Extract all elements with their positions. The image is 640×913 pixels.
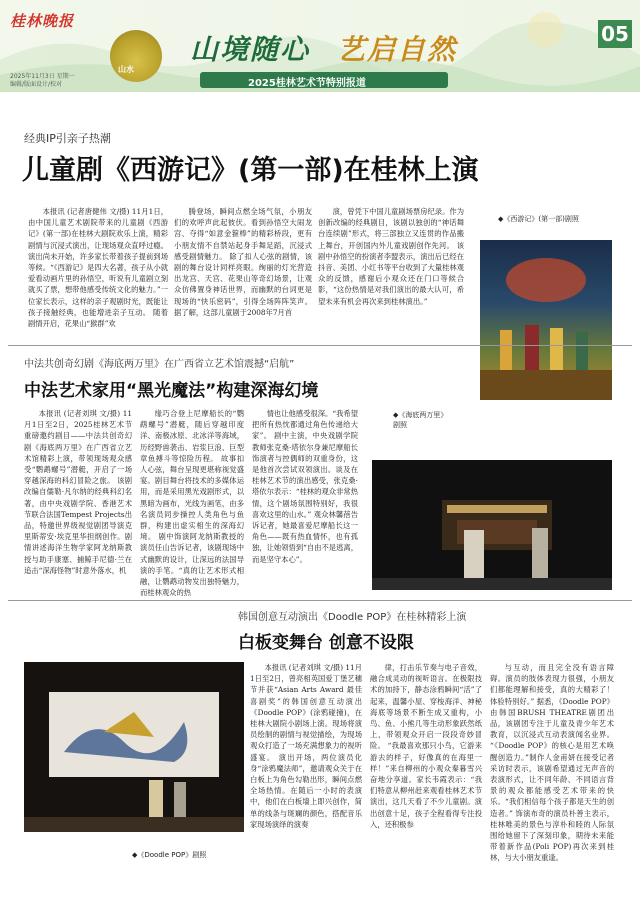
article3-kicker: 韩国创意互动演出《Doodle POP》在桂林精彩上演 <box>238 612 467 623</box>
article2-col3: 情也让他感受很深。“我希望把所有热忱都通过角色传递给大家”。 剧中主演，中央戏剧学院教师张克桑·塔依尔身兼尼摩船长饰演者与控偶师的双重身份，这是他首次尝试双领演出。谈及在桂林艺术节的演出感受，张克桑·塔依尔表示：“桂林的观众非常热情，这个剧场氛围特别好，我很喜欢这里的山水。” 观众林馨蓓告诉记者，她最喜爱尼摩船长这一角色——既有热血情怀，也有孤独，让她领悟到“自由不是逃离，而是坚守本心”。 <box>252 409 358 564</box>
page-number: 05 <box>598 20 632 48</box>
article1-photo <box>480 240 612 400</box>
article1-kicker: 经典IP引亲子热潮 <box>24 132 111 145</box>
masthead <box>0 0 640 92</box>
divider <box>8 600 632 601</box>
article1-col1: 本报讯 (记者唐健伟 文/摄) 11月1日，由中国儿童艺术剧院带来的儿童剧《西游记》(第一部)在桂林大剧院欢乐上演，精彩剧情与沉浸式演出，让现场观众直呼过瘾。 演出尚未开始，许多家长带着孩子提前到场等候。“《西游记》是四大名著，孩子从小就爱看动画片里的孙悟空，听说有儿童剧立刻就买了票，想带他感受传统文化的魅力。”一位家长表示，这样的亲子观剧时光，既能让孩子接触经典，也能增进亲子互动。 随着剧情开启，花果山“猴群”欢 <box>28 207 168 329</box>
article1-col3: 演，曾凭下中国儿童剧场票房纪录。作为创新改编的经典剧目，该剧以独创的“神话舞台连续剧”形式，将三部独立又连贯的作品搬上舞台，开创国内外儿童戏剧创作先河。 该剧中孙悟空的扮演者李盟表示，演出后已经在抖音、美团、小红书等平台收到了大量桂林观众的反馈，感谢后小观众还在门口等候合影，“这份热情是对我们演出的最大认可，希望未来有机会再次来到桂林演出。” <box>318 207 464 306</box>
slogan-right: 艺启自然 <box>337 33 458 66</box>
article3-col2: 律，打击乐节奏与电子音效，融合成灵动的视听语言。在极限技术的加持下，静态涂鸦瞬间“活”了起来，温馨小屋、穿梭海洋、神秘海底等场景不断生成又重构，小鸟、鱼、小熊几等生动形象跃然纸上，带领观众开启一段段奇妙冒险。 “我最喜欢那只小鸟，它游来游去的样子，好像真的在海里一样！”来自柳州的小观众秦暮雪兴奋地分享道。家长韦霞表示：“我们特意从柳州赶来观看桂林艺术节演出，这几天看了不少儿童剧。演出创意十足，孩子全程看得专注投入，还积极参 <box>370 663 482 829</box>
stage-scene-doodle-pop <box>24 662 244 832</box>
article1-headline: 儿童剧《西游记》(第一部)在桂林上演 <box>22 155 479 186</box>
article2-col2: 缘巧合登上尼摩船长的“鹦鹉螺号”潜艇，随后穿越印度洋、南极冰原、北冰洋等海域，历经野兽袭击、岩浆巨浪、巨型章鱼搏斗等惊险历程。 故事扣人心弦，舞台呈现更堪称视觉盛宴。剧目舞台将技术的多媒体运用，而是采用黑光戏剧形式，以黑暗为画布，光线为画笔，由多名演员同步操控人类角色与鱼群，构建出虚实相生的深海幻境。 剧中饰演阿龙纳斯教授的演员任山告诉记者，该剧现场中式幽默的设计，让深远的法国导演的手笔。“真的让艺术形式相融，让鹦鹉动物发出独特魅力，而桂林观众的热 <box>140 409 244 598</box>
divider <box>8 345 632 346</box>
article2-photo-caption: ◆《海底两万里》剧照 <box>393 411 448 429</box>
article2-kicker: 中法共创奇幻剧《海底两万里》在广西省立艺术馆震撼“启航” <box>24 359 295 370</box>
article2-col1: 本报讯 (记者刘琪 文/摄) 11月1日至2日，2025桂林艺术节重磅邀约剧目——中法共创奇幻剧《海底两万里》在广西省立艺术馆精彩上演，带领现场观众感受“鹦鹉螺号”潜艇，开启了一场穿越深海的科幻冒险之旅。 该剧改编自儒勒·凡尔纳的经典科幻名著，由中央戏剧学院、香港艺术节联合法国Tempest Projects出品，特邀世界级视觉剧团导演克里斯蒂安·埃克里华担纲创作。剧情讲述海洋生物学家阿龙纳斯教授与助手康塞、捕鲸手尼德·兰在追击“深海怪物”时意外落水，机 <box>24 409 132 575</box>
article2-headline: 中法艺术家用“黑光魔法”构建深海幻境 <box>24 381 319 401</box>
article2-photo <box>372 460 612 590</box>
article3-headline: 白板变舞台 创意不设限 <box>238 633 414 653</box>
subtitle: 2025桂林艺术节特别报道 <box>248 78 366 89</box>
article1-col2: 腾登场，瞬间点燃全场气氛，小朋友们的欢呼声此起彼伏。看到孙悟空大闹龙宫、夺得“如意金箍棒”的精彩桥段，更有小朋友情不自禁站起身手舞足蹈，沉浸式感受剧情魅力。 除了扣人心弦的剧情，该剧的舞台设计同样亮眼。绚丽的灯光营造出龙宫、天宫、花果山等奇幻场景，让观众仿佛置身神话世界，而幽默的台词更是现场的“快乐密码”，引得全场阵阵笑声。 据了解，这部儿童剧于2008年7月首 <box>174 207 312 317</box>
article3-photo <box>24 662 244 832</box>
dateline: 2025年11月3日 星期一 编辑/版面设计/校对 <box>10 73 75 88</box>
article1-photo-caption: ◆《西游记》(第一部)剧照 <box>498 215 579 223</box>
stage-scene-twenty-thousand-leagues <box>372 460 612 590</box>
article3-photo-caption: ◆《Doodle POP》剧照 <box>132 851 207 859</box>
emblem-text: 山水 <box>118 65 134 74</box>
article3-col3: 与互动，而且完全没有语言障碍。演员的肢体表现力很强，小朋友们都能理解和接受，真的大精彩了！体验特别好。” 据悉，《Doodle POP》由韩国BRUSH THEATRE剧团出品，该剧团专注于儿童及青少年艺术教育，以沉浸式互动表演闻名业界。 “《Doodle POP》的核心是用艺术唤醒创造力。”制作人金甫妍在接受记者采访时表示，该剧希望通过无声音的表演形式，让不同年龄、不同语言背景的观众都能感受艺术带来的快乐。“我们相信每个孩子都是天生的创造者。” 饰演布奇的演员朴善主表示，桂林唯美的景色与淳朴和睦的人际氛围给她留下了深刻印象，期待未来能带着新作品(Poli POP)再次来到桂林，与大小朋友重逢。 <box>490 663 614 863</box>
newspaper-logo: 桂林晚报 <box>10 12 75 30</box>
slogan-left: 山境随心 <box>190 33 311 66</box>
stage-scene-journey-to-west <box>480 240 612 400</box>
article3-col1: 本报讯 (记者刘琪 文/摄) 11月1日至2日，曾亮相英国爱丁堡艺穗节并获“Asian Arts Award 最佳喜剧奖”的韩国创意互动演出《Doodle POP》(涂鸦碰撞)，在桂林大剧院小剧场上演。现场将演员绘制的剧情与视觉描绘，为现场观众打造了一场充满想象力的视听盛宴。 演出开场，两位演员化身“涂鸦魔法师”，邀请观众关于在白板上为角色勾勒出形，瞬间点燃全场热情。在随后一小时的表演中，他们在白板墙上即兴创作，简单的线条与斑斓的颜色，搭配音乐家现场演绎的演奏 <box>250 663 362 829</box>
